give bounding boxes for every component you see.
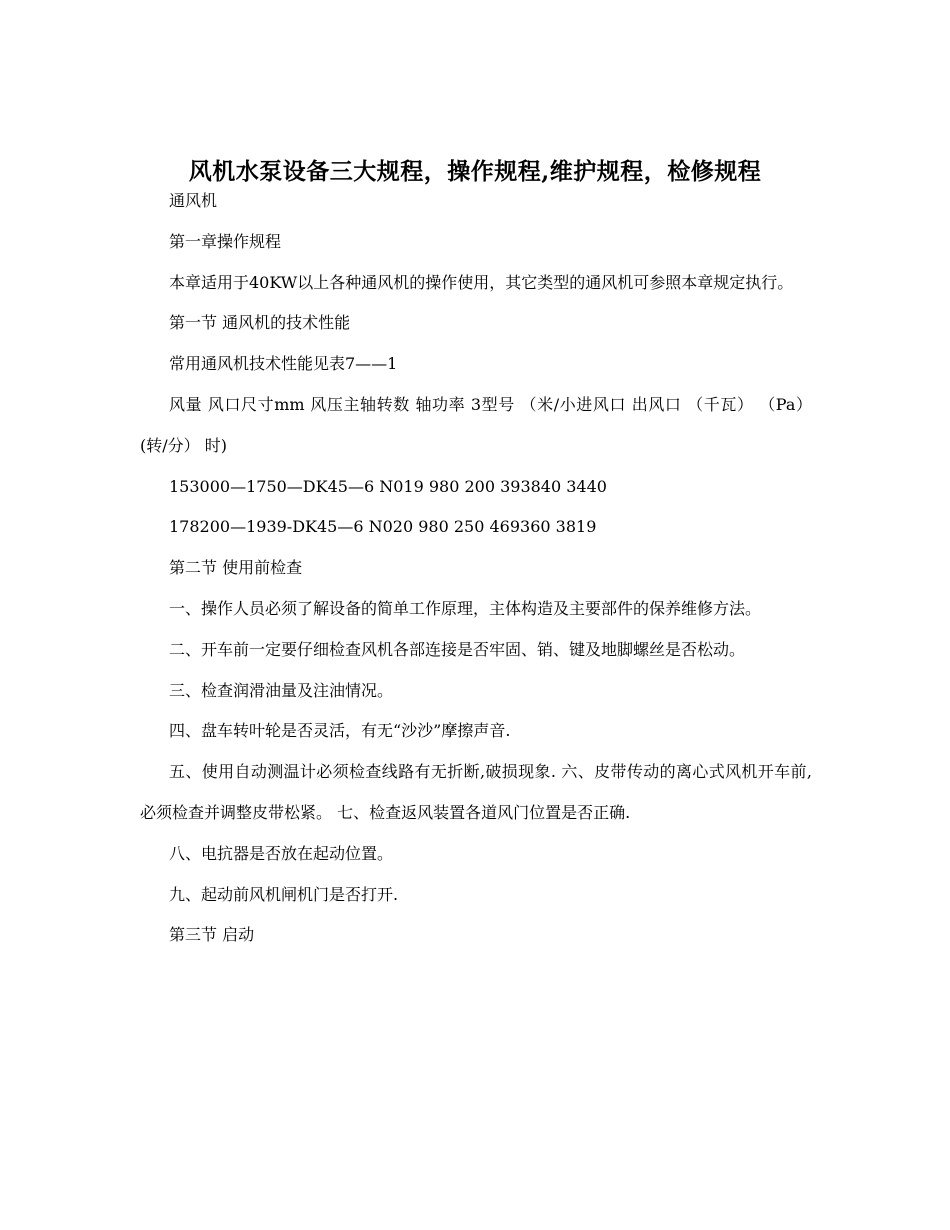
section-two-heading: 第二节 使用前检查 xyxy=(169,558,303,578)
performance-table-header: 风量 风口尺寸mm 风压主轴转数 轴功率 3型号 （米/小进风口 出风口 （千瓦） （Pa） (转/分） 时) xyxy=(140,394,812,455)
performance-table-row: 178200—1939-DK45—6 N020 980 250 469360 3819 xyxy=(169,517,597,537)
document-body xyxy=(140,181,812,956)
performance-table-note: 常用通风机技术性能见表7——1 xyxy=(169,354,398,374)
checklist-item: 五、使用自动测温计必须检查线路有无折断,破损现象. 六、皮带传动的离心式风机开车前,必须检查并调整皮带松紧。 七、检查返风装置各道风门位置是否正确. xyxy=(140,762,812,822)
section-one-heading: 第一节 通风机的技术性能 xyxy=(169,313,351,333)
section-heading-ventilator: 通风机 xyxy=(169,191,218,210)
performance-table-row: 153000—1750—DK45—6 N019 980 200 393840 3440 xyxy=(169,476,607,496)
checklist-item: 九、起动前风机闸机门是否打开. xyxy=(169,884,399,904)
checklist-item: 一、操作人员必须了解设备的简单工作原理，主体构造及主要部件的保养维修方法。 xyxy=(169,598,762,618)
checklist-item: 三、检查润滑油量及注油情况。 xyxy=(169,680,394,700)
chapter-scope-paragraph: 本章适用于40KW以上各种通风机的操作使用，其它类型的通风机可参照本章规定执行。 xyxy=(169,272,794,292)
checklist-item: 四、盘车转叶轮是否灵活，有无“沙沙”摩擦声音. xyxy=(169,721,511,741)
document-title: 风机水泵设备三大规程，操作规程,维护规程，检修规程 xyxy=(188,158,762,186)
section-three-heading: 第三节 启动 xyxy=(169,925,255,945)
chapter-heading: 第一章操作规程 xyxy=(169,231,282,251)
checklist-item: 二、开车前一定要仔细检查风机各部连接是否牢固、销、键及地脚螺丝是否松动。 xyxy=(169,639,746,659)
checklist-item: 八、电抗器是否放在起动位置。 xyxy=(169,843,394,863)
